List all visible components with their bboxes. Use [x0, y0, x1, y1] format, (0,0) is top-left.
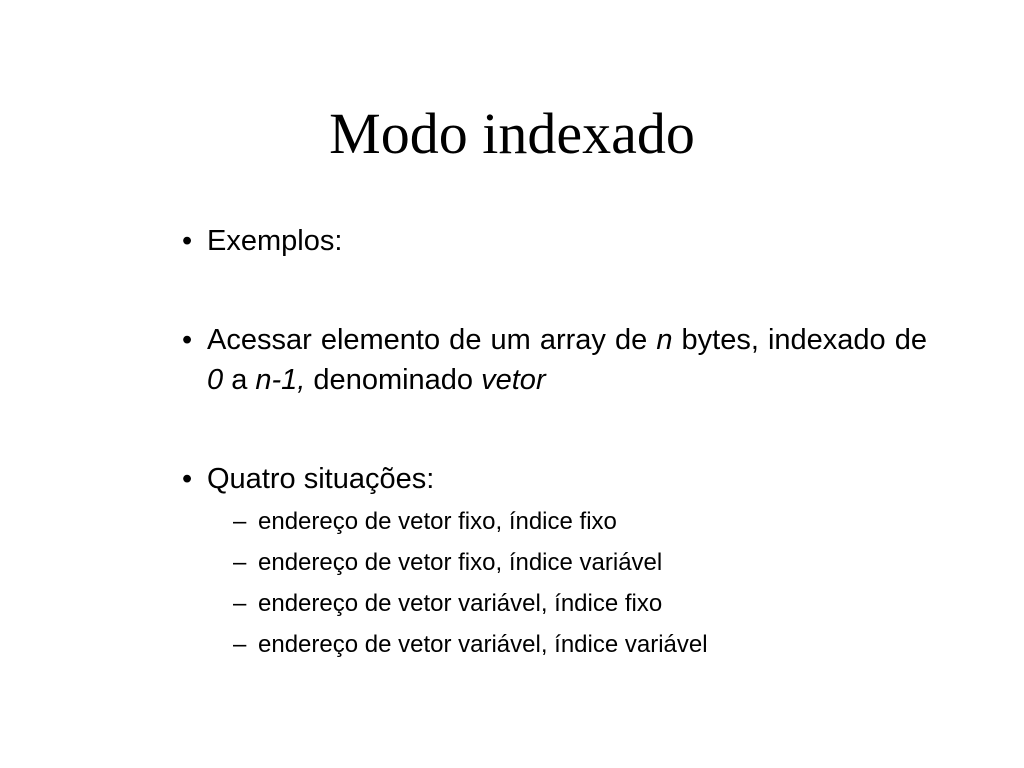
- bullet-marker: •: [182, 324, 193, 356]
- text-segment: Acessar elemento de um array de: [207, 324, 657, 356]
- text-segment: bytes, indexado de: [672, 324, 927, 356]
- sub-item: [233, 548, 933, 578]
- bullet-text: [207, 320, 927, 400]
- sub-bullet-marker: –: [233, 508, 247, 535]
- sub-bullet-marker: –: [233, 590, 247, 617]
- italic-variable-n: n: [656, 324, 673, 356]
- sub-item: [233, 630, 933, 660]
- bullet-text: Quatro situações:: [207, 463, 435, 495]
- sub-item-text: endereço de vetor variável, índice variável: [258, 631, 708, 658]
- sub-bullet-marker: –: [233, 549, 247, 576]
- bullet-marker: •: [182, 225, 193, 257]
- text-segment: denominado: [305, 364, 482, 396]
- sub-item: [233, 507, 933, 537]
- italic-term-vetor: vetor: [481, 364, 546, 396]
- sub-item-text: endereço de vetor fixo, índice variável: [258, 549, 663, 576]
- sub-bullet-marker: –: [233, 631, 247, 658]
- italic-value-zero: 0: [207, 364, 224, 396]
- bullet-item-four-situations: [182, 459, 927, 499]
- slide-title: Modo indexado: [329, 101, 695, 166]
- italic-value-n-minus-1: n-1,: [255, 364, 306, 396]
- bullet-text: Exemplos:: [207, 225, 343, 257]
- sub-item-text: endereço de vetor fixo, índice fixo: [258, 508, 617, 535]
- text-segment: a: [223, 364, 256, 396]
- bullet-item-examples: [182, 221, 927, 261]
- sub-item: [233, 589, 933, 619]
- sub-item-text: endereço de vetor variável, índice fixo: [258, 590, 663, 617]
- bullet-item-array-access: [182, 320, 927, 400]
- bullet-marker: •: [182, 463, 193, 495]
